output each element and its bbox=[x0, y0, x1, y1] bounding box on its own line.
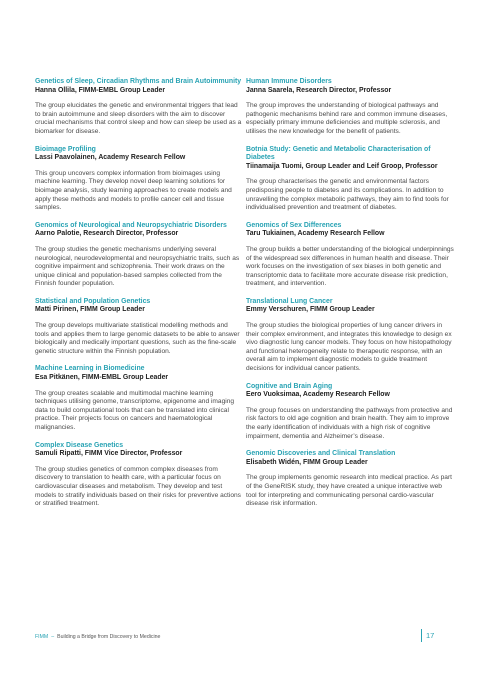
right-column bbox=[246, 78, 454, 518]
group-description: The group builds a better understanding of the biological underpinnings of the widespread sex differences in human health and disease. Their work focuses on the investigation of sex biases in both genetic and transcriptomic data to facilitate more accurate disease risk prediction, treatment, and intervention. bbox=[246, 245, 454, 288]
group-leader: Taru Tukiainen, Academy Research Fellow bbox=[246, 230, 385, 238]
group-description: This group uncovers complex information from bioimages using machine learning. They develop novel deep learning solutions for bioimage analysis, study learning approaches to create models and apply these methods and models to profile cancer cell and tissue samples. bbox=[35, 169, 232, 212]
group-title: Genetics of Sleep, Circadian Rhythms and Brain Autoimmunity bbox=[35, 78, 242, 85]
group-leader: Janna Saarela, Research Director, Professor bbox=[246, 86, 392, 94]
group-leader: Aarno Palotie, Research Director, Professor bbox=[35, 230, 179, 238]
group-title: Genomic Discoveries and Clinical Translation bbox=[246, 450, 396, 458]
group-title: Machine Learning in Biomedicine bbox=[35, 365, 145, 373]
research-group-section bbox=[246, 383, 454, 442]
footer bbox=[35, 634, 160, 640]
group-leader: Samuli Ripatti, FIMM Vice Director, Professor bbox=[35, 450, 183, 458]
group-description: The group develops multivariate statistical modelling methods and tools and applies them to large genomic datasets to be able to answer biologically and medically important questions, such as the fine-scale genetic structure within the Finnish population. bbox=[35, 322, 240, 355]
footer-separator: – bbox=[51, 634, 55, 640]
group-title: Statistical and Population Genetics bbox=[35, 297, 151, 305]
group-title: Botnia Study: Genetic and Metabolic Characterisation of Diabetes bbox=[246, 145, 431, 162]
group-description: The group creates scalable and multimodal machine learning techniques utilising genome, transcriptome, epigenome and imaging data to build computational tools that can be translated into clinical practice. Their projects focus on cancers and haematological malignancies. bbox=[35, 389, 235, 431]
research-group-section bbox=[35, 78, 243, 137]
group-leader: Tiinamaija Tuomi, Group Leader and Leif Groop, Professor bbox=[246, 162, 438, 170]
page-number: 17 bbox=[421, 629, 434, 642]
group-description: The group characterises the genetic and environmental factors predisposing people to diabetes and its complications. In addition to unravelling the complex metabolic pathways, they aim to find tools for individualised prevention and treatment of diabetes. bbox=[246, 178, 449, 212]
group-leader: Hanna Ollila, FIMM-EMBL Group Leader bbox=[35, 86, 166, 94]
group-leader: Emmy Verschuren, FIMM Group Leader bbox=[246, 306, 375, 314]
group-title: Human Immune Disorders bbox=[246, 78, 332, 85]
research-group-section bbox=[35, 146, 243, 213]
research-group-section bbox=[246, 146, 454, 213]
group-description: The group focuses on understanding the pathways from protective and risk factors to old age cognition and brain health. They aim to improve the early identification of individuals with a high risk of cognitive impairment, dementia and Alzheimer’s disease. bbox=[246, 406, 453, 440]
left-column bbox=[35, 78, 243, 518]
group-leader: Elisabeth Widén, FIMM Group Leader bbox=[246, 458, 368, 466]
group-leader: Lassi Paavolainen, Academy Research Fellow bbox=[35, 154, 186, 162]
group-description: The group improves the understanding of biological pathways and pathogenic mechanisms behind rare and common immune diseases, especially primary immune deficiencies and multiple sclerosis, and utilises the new knowledge for the benefit of patients. bbox=[246, 102, 448, 135]
research-group-section bbox=[35, 442, 243, 509]
research-group-section bbox=[246, 450, 454, 509]
group-title: Complex Disease Genetics bbox=[35, 441, 124, 449]
research-group-section bbox=[35, 222, 243, 289]
research-group-section bbox=[246, 222, 454, 289]
footer-brand: FIMM bbox=[35, 634, 49, 640]
group-description: The group implements genomic research into medical practice. As part of the GeneRISK study, they have created a unique interactive web tool for interpreting and communicating personal cardio-vascular disease risk information. bbox=[246, 474, 452, 508]
group-description: The group studies genetics of common complex diseases from discovery to translation to health care, with a particular focus on cardiovascular diseases and metabolism. They develop and test models to stratify individuals based on their risks for preventive actions or stratified treatment. bbox=[35, 465, 241, 508]
research-group-section bbox=[246, 78, 454, 137]
group-description: The group studies the biological properties of lung cancer drivers in their complex environment, and integrates this knowledge to design ex vivo diagnostic lung cancer models. They focus on how histopathology and functional heterogeneity relate to therapeutic response, with an overall aim to implement diagnostic models to guide treatment decisions for individual cancer patients. bbox=[246, 322, 452, 373]
group-description: The group studies the genetic mechanisms underlying several neurological, neurodevelopmental and neuropsychiatric traits, such as cognitive impairment and schizophrenia. Their work draws on the unique clinical and population-based samples collected from the Finnish founder population. bbox=[35, 245, 240, 288]
group-title: Cognitive and Brain Aging bbox=[246, 382, 333, 390]
research-group-section bbox=[35, 365, 243, 432]
research-group-section bbox=[35, 298, 243, 357]
research-group-section bbox=[246, 298, 454, 374]
group-leader: Matti Pirinen, FIMM Group Leader bbox=[35, 306, 145, 314]
group-title: Translational Lung Cancer bbox=[246, 297, 333, 305]
group-title: Genomics of Sex Differences bbox=[246, 221, 342, 229]
group-title: Bioimage Profiling bbox=[35, 145, 96, 153]
footer-title: Building a Bridge from Discovery to Medicine bbox=[57, 634, 161, 640]
group-leader: Esa Pitkänen, FIMM-EMBL Group Leader bbox=[35, 374, 169, 382]
group-leader: Eero Vuoksimaa, Academy Research Fellow bbox=[246, 391, 390, 399]
group-title: Genomics of Neurological and Neuropsychiatric Disorders bbox=[35, 221, 227, 229]
group-description: The group elucidates the genetic and environmental triggers that lead to brain autoimmune and sleep disorders with the aim to discover crucial mechanisms that control sleep and how can sleep be used as a biomarker for disease. bbox=[35, 102, 242, 135]
